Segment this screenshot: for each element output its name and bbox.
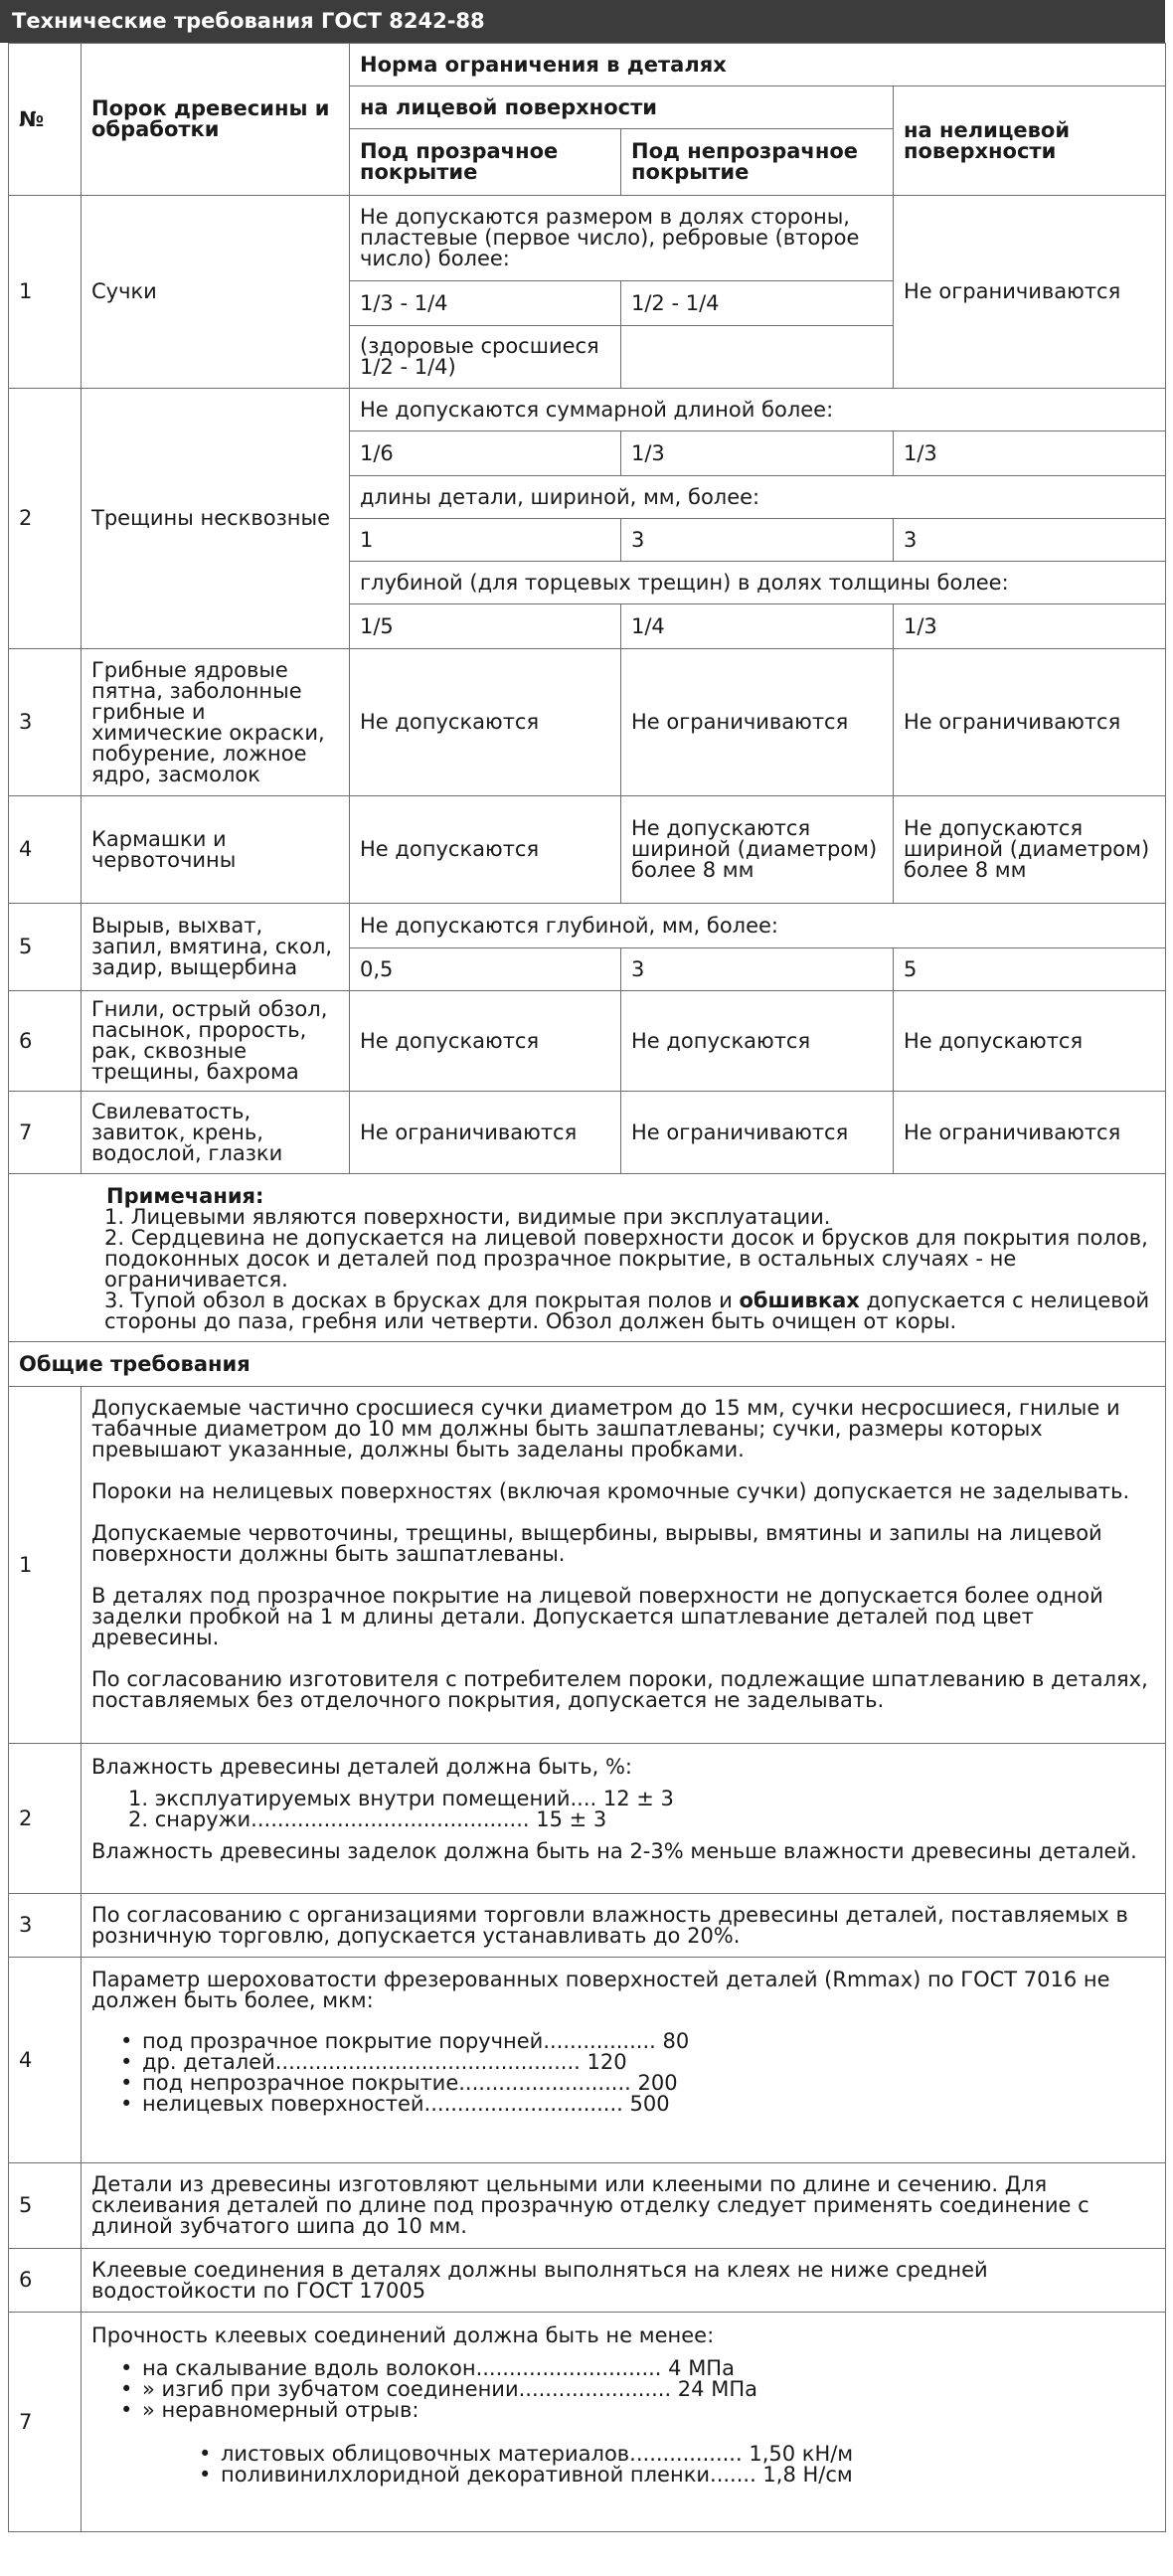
notes-heading: Примечания (106, 1184, 256, 1208)
row4-v1: Не допускаются (350, 796, 621, 904)
header-norm: Норма ограничения в деталях (350, 44, 1166, 86)
row2-b3: 3 (894, 519, 1166, 562)
row1-v3: (здоровые сросшиеся 1/2 - 1/4) (350, 326, 621, 389)
row2-num: 2 (9, 389, 82, 649)
g3-p1: По согласованию с организациями торговли влажность древесины деталей, поставляемых в розничную торговлю, допускается устанавливать до 20%. (82, 1894, 1166, 1958)
row2-name: Трещины несквозные (82, 389, 350, 649)
header-defect: Порок древесины и обработки (82, 44, 350, 196)
row1-v2: 1/2 - 1/4 (621, 281, 894, 326)
g6-num: 6 (9, 2249, 82, 2313)
note-3: 3. Тупой обзол в досках в брусках для покрытая полов и обшивках допускается с нелицевой стороны до паза, гребня или четверти. Обзол должен быть очищен от коры. (104, 1288, 1150, 1333)
g6-p1: Клеевые соединения в деталях должны выполняться на клеях не ниже средней водостойкости по ГОСТ 17005 (82, 2249, 1166, 2313)
g7-s2: • поливинилхлоридной декоративной пленки....... 1,8 Н/см (221, 2465, 1155, 2486)
g2-p2: Влажность древесины заделок должна быть на 2-3% меньше влажности древесины деталей. (91, 1839, 1137, 1863)
row6-v2: Не допускаются (621, 991, 894, 1092)
g4-l2: • др. деталей.............................................. 120 (142, 2052, 1155, 2073)
note-2: 2. Сердцевина не допускается на лицевой поверхности досок и брусков для покрытия полов, подоконных досок и деталей под прозрачное покрытие, в остальных случаях - не ограничивается. (104, 1226, 1148, 1291)
g4-content (82, 1958, 1166, 2163)
row4-v2: Не допускаются шириной (диаметром) более 8 мм (621, 796, 894, 904)
row5-num: 5 (9, 904, 82, 991)
row1-num: 1 (9, 196, 82, 389)
row6-v3: Не допускаются (894, 991, 1166, 1092)
row7-v1: Не ограничиваются (350, 1092, 621, 1174)
note-1: 1. Лицевыми являются поверхности, видимые при эксплуатации. (104, 1205, 831, 1229)
g3-num: 3 (9, 1894, 82, 1958)
page-title: Технические требования ГОСТ 8242-88 (0, 0, 1165, 43)
row1-v1: 1/3 - 1/4 (350, 281, 621, 326)
g1-content (82, 1387, 1166, 1744)
g7-l1: • на скалывание вдоль волокон............................ 4 МПа (142, 2358, 1155, 2379)
g7-s1: • листовых облицовочных материалов................. 1,50 кН/м (221, 2444, 1155, 2465)
g7-content (82, 2313, 1166, 2532)
header-nonface: на нелицевой поверхности (894, 86, 1166, 196)
row2-a3: 1/3 (894, 431, 1166, 476)
g4-l3: • под непрозрачное покрытие.......................... 200 (142, 2073, 1155, 2094)
header-opaque: Под непрозрачное покрытие (621, 129, 894, 196)
g2-l2: 2. снаружи.......................................... 15 ± 3 (128, 1807, 607, 1831)
row2-c3: 1/3 (894, 604, 1166, 649)
g2-l1: 1. эксплуатируемых внутри помещений.... 12 ± 3 (128, 1787, 674, 1810)
row3-v2: Не ограничиваются (621, 649, 894, 796)
row7-v3: Не ограничиваются (894, 1092, 1166, 1174)
row3-name: Грибные ядровые пятна, заболонные грибные и химические окраски, побурение, ложное ядро, засмолок (82, 649, 350, 796)
g2-content (82, 1744, 1166, 1894)
header-transparent: Под прозрачное покрытие (350, 129, 621, 196)
row2-a1: 1/6 (350, 431, 621, 476)
row2-a2: 1/3 (621, 431, 894, 476)
row7-num: 7 (9, 1092, 82, 1174)
g7-num: 7 (9, 2313, 82, 2532)
g7-p1: Прочность клеевых соединений должна быть не менее: (91, 2323, 715, 2347)
g4-l4: • нелицевых поверхностей.............................. 500 (142, 2094, 1155, 2115)
g2-num: 2 (9, 1744, 82, 1894)
g5-p1: Детали из древесины изготовляют цельными или клееными по длине и сечению. Для склеивания деталей по длине под прозрачную отделку следует применять соединение с длиной зубчатого шипа до 10 мм. (82, 2163, 1166, 2249)
row2-b1: 1 (350, 519, 621, 562)
row4-v3: Не допускаются шириной (диаметром) более 8 мм (894, 796, 1166, 904)
g1-p1: Допускаемые частично сросшиеся сучки диаметром до 15 мм, сучки несросшиеся, гнилые и табачные диаметром до 10 мм должны быть зашпатлеваны; сучки, размеры которых превышают указанные, должны быть заделаны пробками. (91, 1396, 1120, 1461)
header-face: на лицевой поверхности (350, 86, 894, 129)
g4-num: 4 (9, 1958, 82, 2163)
row5-v2: 3 (621, 948, 894, 991)
row7-name: Свилеватость, завиток, крень, водослой, глазки (82, 1092, 350, 1174)
g1-p5: По согласованию изготовителя с потребителем пороки, подлежащие шпатлеванию в деталях, поставляемых без отделочного покрытия, допускается не заделывать. (91, 1667, 1148, 1712)
row3-v3: Не ограничиваются (894, 649, 1166, 796)
row1-name: Сучки (82, 196, 350, 389)
g1-p2: Пороки на нелицевых поверхностях (включая кромочные сучки) допускается не заделывать. (91, 1479, 1130, 1503)
g5-num: 5 (9, 2163, 82, 2249)
g1-p3: Допускаемые червоточины, трещины, выщербины, вырывы, вмятины и запилы на лицевой поверхности должны быть зашпатлеваны. (91, 1521, 1102, 1566)
row2-c2: 1/4 (621, 604, 894, 649)
notes-cell: Примечания: 1. Лицевыми являются поверхности, видимые при эксплуатации. 2. Сердцевина не допускается на лицевой поверхности досок и брусков для покрытия полов, подоконных досок и деталей под прозрачное покрытие, в остальных случаях - не ограничивается. 3. Тупой обзол в досках в брусках для покрытая полов и обшивках допускается с нелицевой стороны до паза, гребня или четверти. Обзол должен быть очищен от коры. (9, 1174, 1166, 1342)
g1-p4: В деталях под прозрачное покрытие на лицевой поверхности не допускается более одной заделки пробкой на 1 м длины детали. Допускается шпатлевание деталей под цвет древесины. (91, 1584, 1103, 1649)
row5-v1: 0,5 (350, 948, 621, 991)
row7-v2: Не ограничиваются (621, 1092, 894, 1174)
row2-c1: 1/5 (350, 604, 621, 649)
defects-table (8, 43, 1166, 2532)
row3-v1: Не допускаются (350, 649, 621, 796)
g7-l3: • » неравномерный отрыв: (142, 2400, 1155, 2421)
row6-name: Гнили, острый обзол, пасынок, прорость, рак, сквозные трещины, бахрома (82, 991, 350, 1092)
row2-d1: Не допускаются суммарной длиной более: (350, 389, 1166, 431)
row6-num: 6 (9, 991, 82, 1092)
row1-nonface: Не ограничиваются (894, 196, 1166, 389)
row6-v1: Не допускаются (350, 991, 621, 1092)
row4-num: 4 (9, 796, 82, 904)
row5-name: Вырыв, выхват, запил, вмятина, скол, задир, выщербина (82, 904, 350, 991)
g7-l2: • » изгиб при зубчатом соединении....................... 24 МПа (142, 2379, 1155, 2400)
g1-num: 1 (9, 1387, 82, 1744)
row1-empty (621, 326, 894, 389)
row2-d3: глубиной (для торцевых трещин) в долях толщины более: (350, 562, 1166, 604)
row2-d2: длины детали, шириной, мм, более: (350, 476, 1166, 519)
header-num: № (9, 44, 82, 196)
g4-l1: • под прозрачное покрытие поручней................. 80 (142, 2031, 1155, 2052)
row5-desc: Не допускаются глубиной, мм, более: (350, 904, 1166, 948)
row1-desc: Не допускаются размером в долях стороны, пластевые (первое число), ребровые (второе число) более: (350, 196, 894, 281)
row5-v3: 5 (894, 948, 1166, 991)
row3-num: 3 (9, 649, 82, 796)
g2-p1: Влажность древесины деталей должна быть, %: (91, 1755, 632, 1779)
g4-p1: Параметр шероховатости фрезерованных поверхностей деталей (Rmmax) по ГОСТ 7016 не должен быть более, мкм: (91, 1968, 1110, 2012)
row2-b2: 3 (621, 519, 894, 562)
row4-name: Кармашки и червоточины (82, 796, 350, 904)
general-heading: Общие требования (9, 1342, 1166, 1387)
